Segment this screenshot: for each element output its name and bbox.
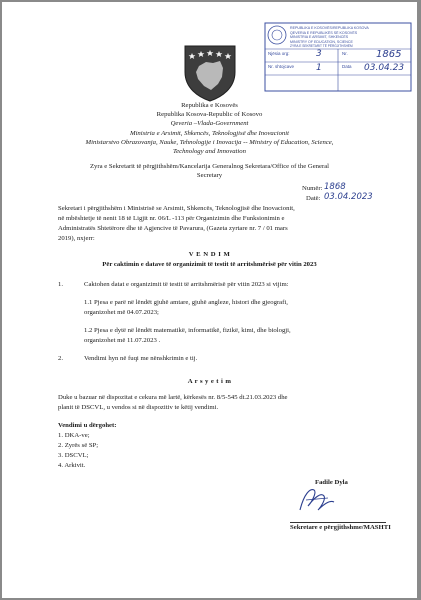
decision-item2-number: 2. (58, 355, 64, 362)
stamp-date-value: 03.04.23 (364, 63, 405, 73)
signatory-name: Fadile Dyla (315, 479, 348, 486)
date-value: 03.04.2023 (324, 192, 373, 202)
header-government: Qeveria –Vlada-Government (170, 120, 249, 127)
stamp-nr-value: 1865 (376, 49, 402, 60)
handwritten-signature (294, 480, 340, 518)
header-ministry-line2: Ministarstvo Obrazovanja, Nauke, Tehnologije i Inovacija -- Ministry of Education, Science, (85, 139, 334, 146)
stamp-attachments-label: Nr. shtojcave (268, 64, 295, 69)
header-ministry-line3: Technology and Innovation (173, 148, 246, 155)
header-office-line2: Secretary (196, 172, 223, 179)
preamble-line: 2019), nxjerr: (58, 235, 95, 242)
signature-line (290, 522, 386, 523)
preamble-line: Administratës Shtetërore dhe të Agjencive të Pavarura, (Gazeta zyrtare nr. 7 / 01 mars (58, 225, 288, 232)
decision-item1-text: Caktohen datat e organizimit të testit të arritshmërisë për vitin 2023 si vijim: (84, 281, 289, 288)
reasoning-title: A r s y e t i m (187, 378, 232, 385)
decision-sub2-line1: 1.2 Pjesa e dytë në lëndët matematikë, informatikë, fizikë, kimi, dhe biologji, (84, 327, 291, 334)
date-label: Datë: (306, 195, 321, 202)
reasoning-line1: Duke u bazuar në dispozitat e cekura më lartë, kërkesës nr. 8/5-545 dt.21.03.2023 dhe (58, 394, 288, 401)
recipient-item: 3. DSCVL; (58, 452, 89, 459)
stamp-attachments-value: 1 (316, 63, 322, 73)
decision-item1-number: 1. (58, 281, 64, 288)
decision-sub1-line1: 1.1 Pjesa e parë në lëndët gjuhë amtare, gjuhë angleze, histori dhe gjeografi, (84, 299, 288, 306)
stamp-line5: ZYRA E SEKRETARIT TË PËRGJITHSHËM (290, 44, 353, 48)
decision-title: V E N D I M (188, 251, 231, 258)
stamp-org-value: 3 (316, 49, 322, 59)
header-ministry-line1: Ministria e Arsimit, Shkencës, Teknologjisë dhe Inovacionit (130, 130, 289, 137)
decision-item2-text: Vendimi hyn në fuqi me nënshkrimin e tij. (84, 355, 198, 362)
header-office-line1: Zyra e Sekretarit të përgjithshëm/Kancelarija Generalnog Sekretara/Office of the General (89, 163, 330, 170)
header-country: Republika e Kosovës (181, 102, 238, 109)
recipients-title: Vendimi u dërgohet: (58, 422, 117, 429)
stamp-org-label: Njësia org: (268, 51, 290, 56)
reasoning-line2: planit të DSCVL, u vendos si në dispozitiv te këtij vendimi. (58, 404, 219, 411)
stamp-line4: MINISTRY OF EDUCATION, SCIENCE (290, 39, 353, 44)
registry-stamp (264, 22, 412, 92)
stamp-nr-label: Nr. (342, 51, 348, 56)
stamp-date-label: Data (342, 64, 352, 69)
stamp-line1: REPUBLIKA E KOSOVËS/REPUBLIKA KOSOVA (290, 26, 369, 30)
preamble-line: Sekretari i përgjithshëm i Ministrisë se Arsimit, Shkencës, Teknologjisë dhe Inovacionit, (58, 205, 295, 212)
header-country-trilingual: Republika Kosova-Republic of Kosovo (156, 111, 263, 118)
stamp-line3: MINISTRIA E ARSIMIT, SHKENCËS (290, 35, 349, 39)
recipient-item: 1. DKA-ve; (58, 432, 90, 439)
preamble-line: në mbështetje të nenit 18 të Ligjit nr. 06/L -113 për Organizimin dhe Funksionimin e (58, 215, 285, 222)
kosovo-emblem-icon (182, 44, 238, 102)
recipient-item: 2. Zyrës së SP; (58, 442, 99, 449)
decision-subtitle: Për caktimin e datave të organizimit të testit të arritshmërisë për vitin 2023 (102, 261, 317, 268)
stamp-line2: QEVERIA E REPUBLIKËS SË KOSOVËS (290, 30, 358, 35)
number-value: 1868 (324, 182, 346, 192)
decision-sub2-line2: organizohet më 11.07.2023 . (84, 337, 161, 344)
number-label: Numër: (302, 185, 323, 192)
recipient-item: 4. Arkivit. (58, 462, 86, 469)
signatory-title: Sekretare e përgjithshme/MASHTI (290, 524, 391, 531)
decision-sub1-line2: organizohet më 04.07.2023; (84, 309, 159, 316)
document-page (2, 2, 417, 598)
